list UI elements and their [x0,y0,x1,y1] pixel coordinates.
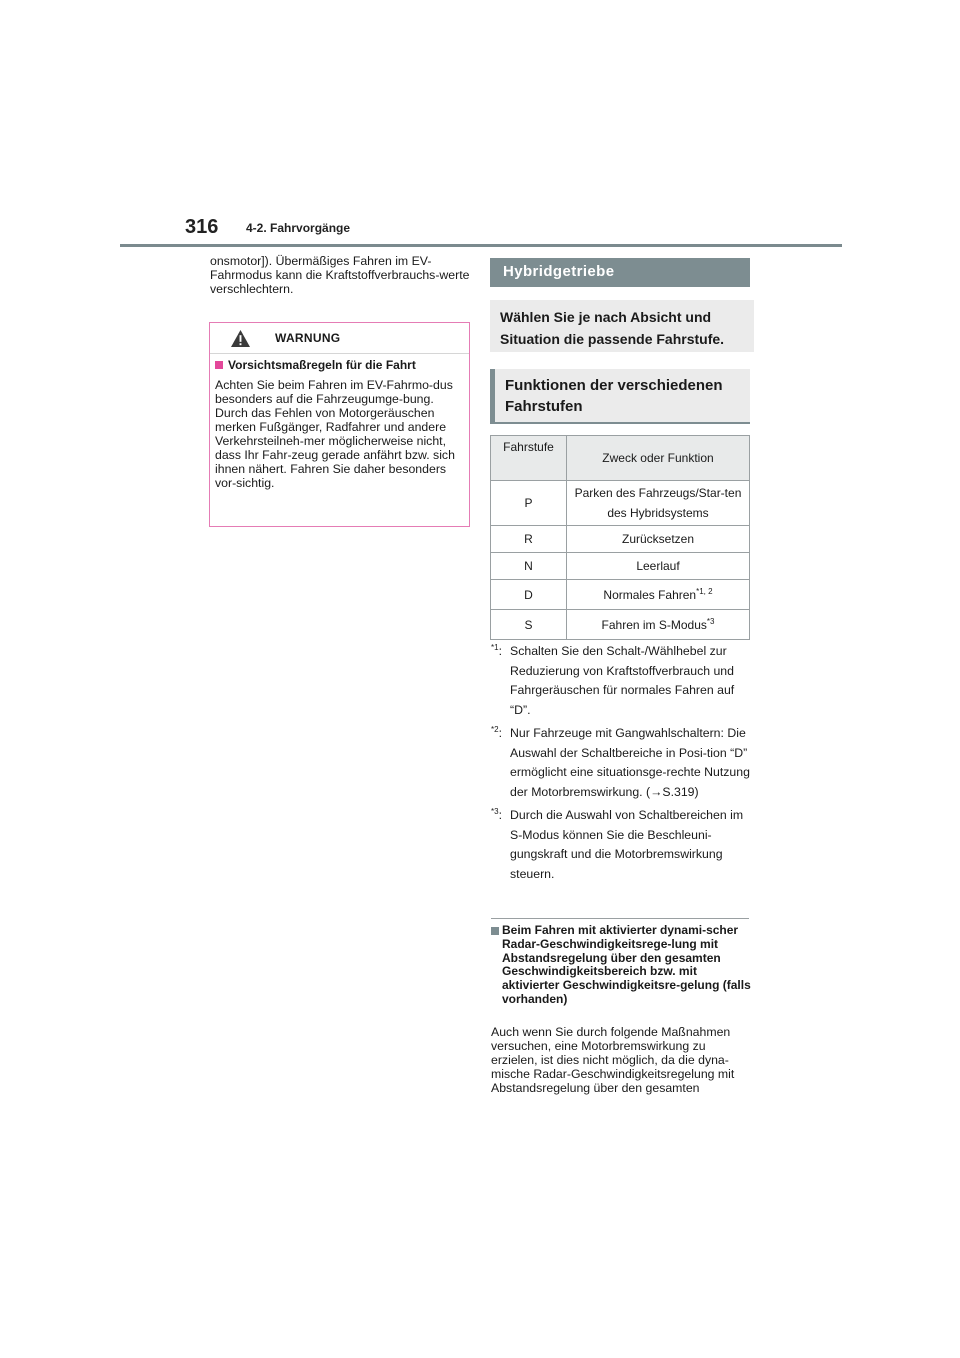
function-text: Parken des Fahrzeugs/Star-ten des Hybridsystems [574,486,742,520]
footnote-text: Durch die Auswahl von Schaltbereichen im S-Modus können Sie die Beschleuni-gungskraft und die Motorbremswirkung steuern. [510,808,744,881]
table-header-cell: Fahrstufe [491,436,567,481]
radar-section-heading [491,924,753,1007]
footnote-ref: *3 [706,616,715,626]
gear-cell: D [491,580,567,610]
table-row [491,580,750,610]
gear-cell: N [491,553,567,580]
footnote [491,724,753,802]
function-cell [567,526,750,553]
gear-cell: P [491,481,567,526]
table-row [491,610,750,640]
footnote-mark: $^{*2}$: [491,724,502,740]
square-bullet-icon [215,361,223,369]
table-row [491,553,750,580]
function-text: Zurücksetzen [621,532,695,546]
radar-section-body: Auch wenn Sie durch folgende Maßnahmen versuchen, eine Motorbremswirkung zu erzielen, ist dies nicht möglich, da die dyna-mische Radar-Geschwindigkeitsregelung mit Abstandsregelung über den gesamten [491,1025,735,1095]
function-cell [567,610,750,640]
gear-cell: S [491,610,567,640]
table-header-row [491,436,750,481]
page-number: 316 [185,216,219,238]
footnote [491,806,753,884]
warning-subheading-text: Vorsichtsmaßregeln für die Fahrt [228,358,416,372]
section-title: 4-2. Fahrvorgänge [246,221,351,235]
warning-triangle-icon [230,329,251,348]
function-cell [567,481,750,526]
functions-subheading: Funktionen der verschiedenen Fahrstufen [490,369,750,424]
radar-section-heading-text: Beim Fahren mit aktivierter dynami-scher Radar-Geschwindigkeitsrege-lung mit Abstandsregelung über den gesamten Geschwindigkeitsbereich bzw. mit aktivierter Geschwindigkeitsre-gelung (falls vorhanden) [502,923,751,1006]
table-row [491,481,750,526]
warning-subheading [215,358,469,372]
footnote-ref: *1, 2 [696,586,713,596]
footnote-mark: $^{*3}$: [491,806,502,822]
warning-box [209,322,470,527]
section-divider [491,918,749,919]
function-cell [567,580,750,610]
table-header-cell: Zweck oder Funktion [567,436,750,481]
gear-cell: R [491,526,567,553]
hybrid-note: Wählen Sie je nach Absicht und Situation die passende Fahrstufe. [490,300,754,352]
warning-title: WARNUNG [275,331,341,345]
header-divider [120,244,842,247]
footnote-text: Schalten Sie den Schalt-/Wählhebel zur Reduzierung von Kraftstoffverbrauch und Fahrgeräuschen für normales Fahren auf “D”. [510,644,735,717]
function-text: Normales Fahren [603,587,697,602]
gear-table [490,435,750,640]
function-text: Leerlauf [636,559,680,573]
hybrid-heading: Hybridgetriebe [490,258,750,287]
square-bullet-icon [491,927,499,935]
function-text: Fahren im S-Modus [601,617,707,632]
table-row [491,526,750,553]
footnotes [491,642,753,888]
function-cell [567,553,750,580]
warning-header [210,323,469,354]
intro-paragraph: onsmotor]). Übermäßiges Fahren im EV-Fahrmodus kann die Kraftstoffverbrauchs-werte verschlechtern. [210,254,470,296]
warning-body: Achten Sie beim Fahren im EV-Fahrmo-dus besonders auf die Fahrzeugumge-bung. Durch das Fehlen von Motorgeräuschen merken Fußgänger, Radfahrer und andere Verkehrsteilneh-mer möglicherweise nicht, dass Ihr Fahr-zeug gerade anfährt bzw. sich ihnen nähert. Fahren Sie daher besonders vor-sichtig. [215,378,455,490]
footnote [491,642,753,720]
footnote-text: Nur Fahrzeuge mit Gangwahlschaltern: Die Auswahl der Schaltbereiche in Posi-tion “D” ermöglicht eine situationsge-rechte Nutzung der Motorbremswirkung. (→S.319) [510,726,750,799]
footnote-mark: $^{*1}$: [491,642,502,658]
